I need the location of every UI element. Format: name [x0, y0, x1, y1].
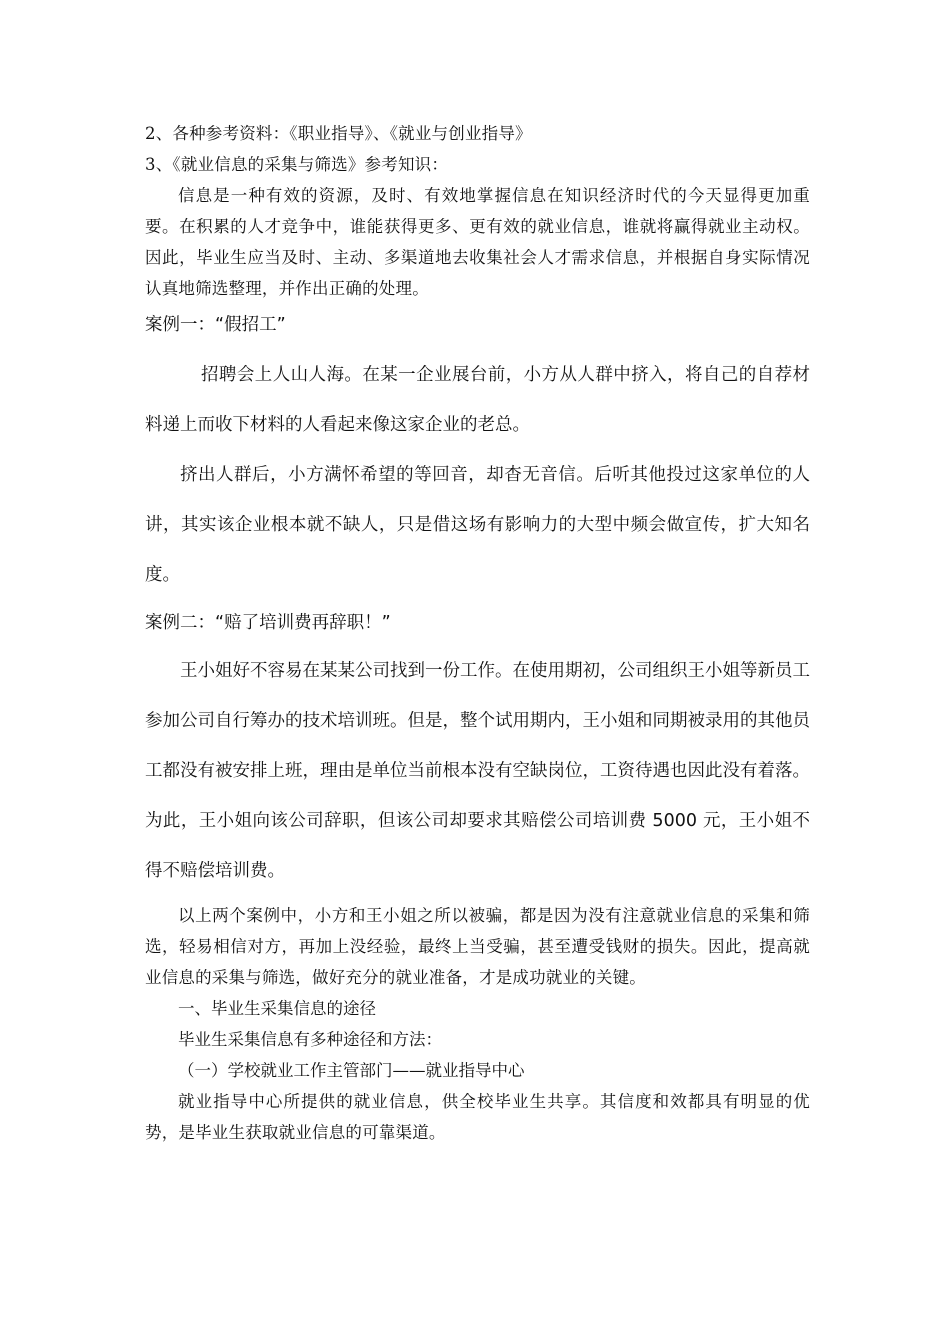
- reference-materials-line: 2、各种参考资料：《职业指导》、《就业与创业指导》: [145, 124, 532, 143]
- section1-sub1-heading: （一）学校就业工作主管部门——就业指导中心: [178, 1061, 525, 1080]
- section1-sub1-text: 就业指导中心所提供的就业信息，供全校毕业生共享。其信度和效都具有明显的优势，是毕业生获取就业信息的可靠渠道。: [145, 1092, 810, 1142]
- document-page: [145, 118, 810, 1148]
- case1-paragraph-1: 招聘会上人山人海。在某一企业展台前，小方从人群中挤入，将自己的自荐材料递上而收下材料的人看起来像这家企业的老总。: [145, 365, 810, 435]
- case1-paragraph-2: 挤出人群后，小方满怀希望的等回音，却杳无音信。后听其他投过这家单位的人讲，其实该企业根本就不缺人，只是借这场有影响力的大型中频会做宣传，扩大知名度。: [145, 465, 810, 585]
- section1-heading: 一、毕业生采集信息的途径: [178, 999, 376, 1018]
- summary-paragraph: 以上两个案例中，小方和王小姐之所以被骗，都是因为没有注意就业信息的采集和筛选，轻易相信对方，再加上没经验，最终上当受骗，甚至遭受钱财的损失。因此，提高就业信息的采集与筛选，做好充分的就业准备，才是成功就业的关键。: [145, 906, 810, 987]
- case1-title: 案例一：“假招工”: [145, 315, 286, 335]
- section1-intro: 毕业生采集信息有多种途径和方法：: [178, 1030, 442, 1049]
- intro-paragraph: 信息是一种有效的资源，及时、有效地掌握信息在知识经济时代的今天显得更加重要。在积累的人才竞争中，谁能获得更多、更有效的就业信息，谁就将赢得就业主动权。因此，毕业生应当及时、主动、多渠道地去收集社会人才需求信息，并根据自身实际情况认真地筛选整理，并作出正确的处理。: [145, 186, 810, 298]
- case2-title: 案例二：“赔了培训费再辞职！”: [145, 613, 391, 633]
- case2-paragraph-1: 王小姐好不容易在某某公司找到一份工作。在使用期初，公司组织王小姐等新员工参加公司自行筹办的技术培训班。但是，整个试用期内，王小姐和同期被录用的其他员工都没有被安排上班，理由是单位当前根本没有空缺岗位，工资待遇也因此没有着落。为此，王小姐向该公司辞职，但该公司却要求其赔偿公司培训费 5000 元，王小姐不得不赔偿培训费。: [145, 661, 810, 881]
- reference-knowledge-line: 3、《就业信息的采集与筛选》参考知识：: [145, 155, 449, 174]
